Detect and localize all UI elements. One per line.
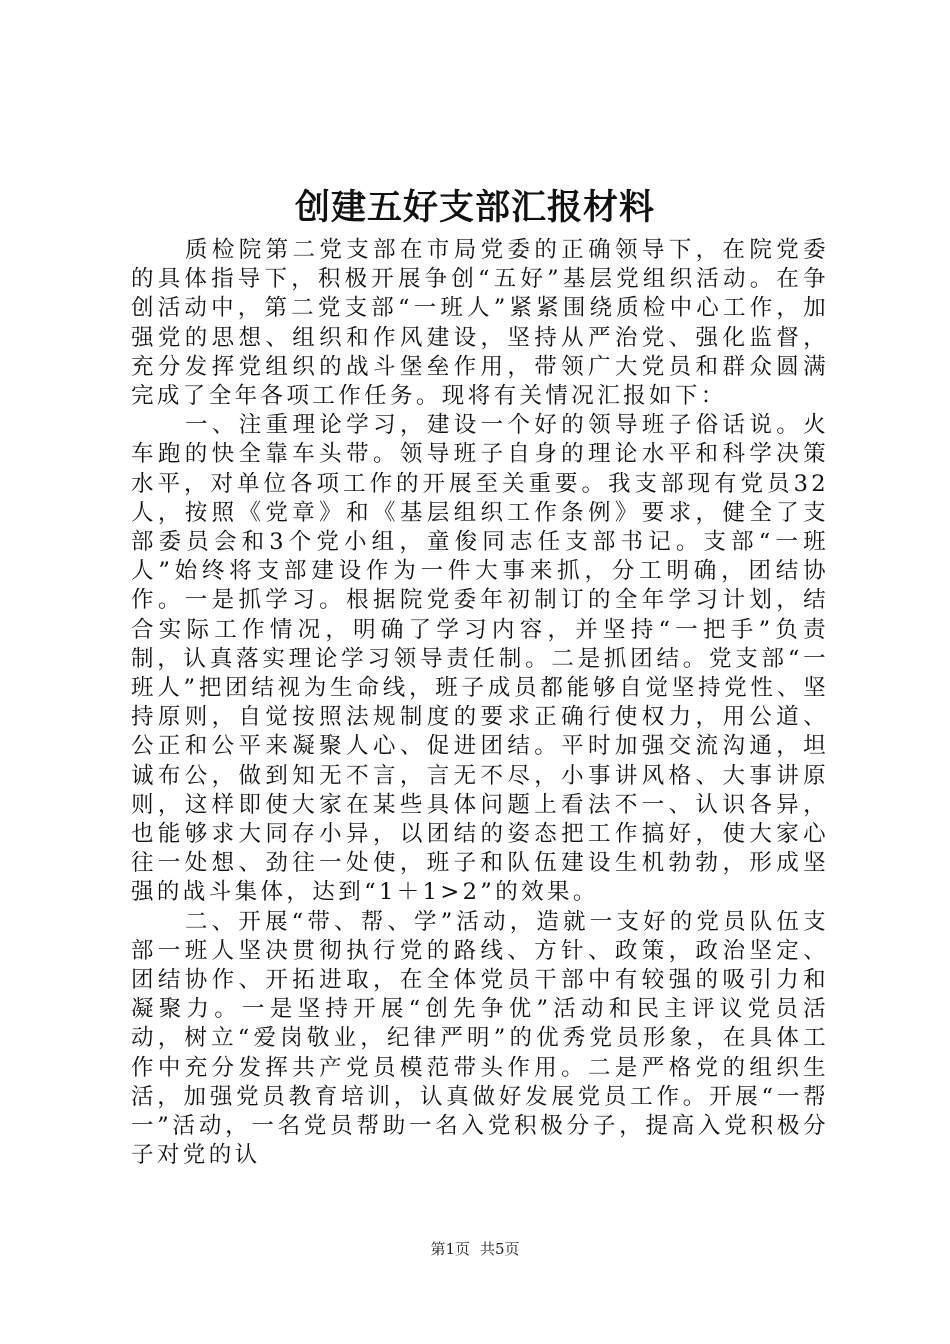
paragraph-section-one: 一、注重理论学习，建设一个好的领导班子俗话说。火车跑的快全靠车头带。领导班子自身的理论水平和科学决策水平，对单位各项工作的开展至关重要。我支部现有党员32人，按照《党章》和《基层组织工作条例》要求，健全了支部委员会和3个党小组，童俊同志任支部书记。支部“一班人”始终将支部建设作为一件大事来抓，分工明确，团结协作。一是抓学习。根据院党委年初制订的全年学习计划，结合实际工作情况，明确了学习内容，并坚持“一把手”负责制，认真落实理论学习领导责任制。二是抓团结。党支部“一班人”把团结视为生命线，班子成员都能够自觉坚持党性、坚持原则，自觉按照法规制度的要求正确行使权力，用公道、公正和公平来凝聚人心、促进团结。平时加强交流沟通，坦诚布公，做到知无不言，言无不尽，小事讲风格、大事讲原则，这样即使大家在某些具体问题上看法不一、认识各异，也能够求大同存小异，以团结的姿态把工作搞好，使大家心往一处想、劲往一处使，班子和队伍建设生机勃勃，形成坚强的战斗集体，达到“1＋1>2”的效果。 <box>131 412 830 906</box>
page-total: 共5页 <box>480 1240 520 1258</box>
paragraph-section-two: 二、开展“带、帮、学”活动，造就一支好的党员队伍支部一班人坚决贯彻执行党的路线、方针、政策，政治坚定、团结协作、开拓进取，在全体党员干部中有较强的吸引力和凝聚力。一是坚持开展“创先争优”活动和民主评议党员活动，树立“爱岗敬业，纪律严明”的优秀党员形象，在具体工作中充分发挥共产党员模范带头作用。二是严格党的组织生活，加强党员教育培训，认真做好发展党员工作。开展“一帮一”活动，一名党员帮助一名入党积极分子，提高入党积极分子对党的认 <box>131 908 829 1169</box>
document-title: 创建五好支部汇报材料 <box>294 187 655 228</box>
paragraph-intro: 质检院第二党支部在市局党委的正确领导下，在院党委的具体指导下，积极开展争创“五好”基层党组织活动。在争创活动中，第二党支部“一班人”紧紧围绕质检中心工作，加强党的思想、组织和作风建设，坚持从严治党、强化监督，充分发挥党组织的战斗堡垒作用，带领广大党员和群众圆满完成了全年各项工作任务。现将有关情况汇报如下： <box>131 237 829 410</box>
document-body <box>131 236 829 1171</box>
page-footer <box>0 1237 950 1261</box>
page-number: 第1页 <box>430 1240 470 1258</box>
